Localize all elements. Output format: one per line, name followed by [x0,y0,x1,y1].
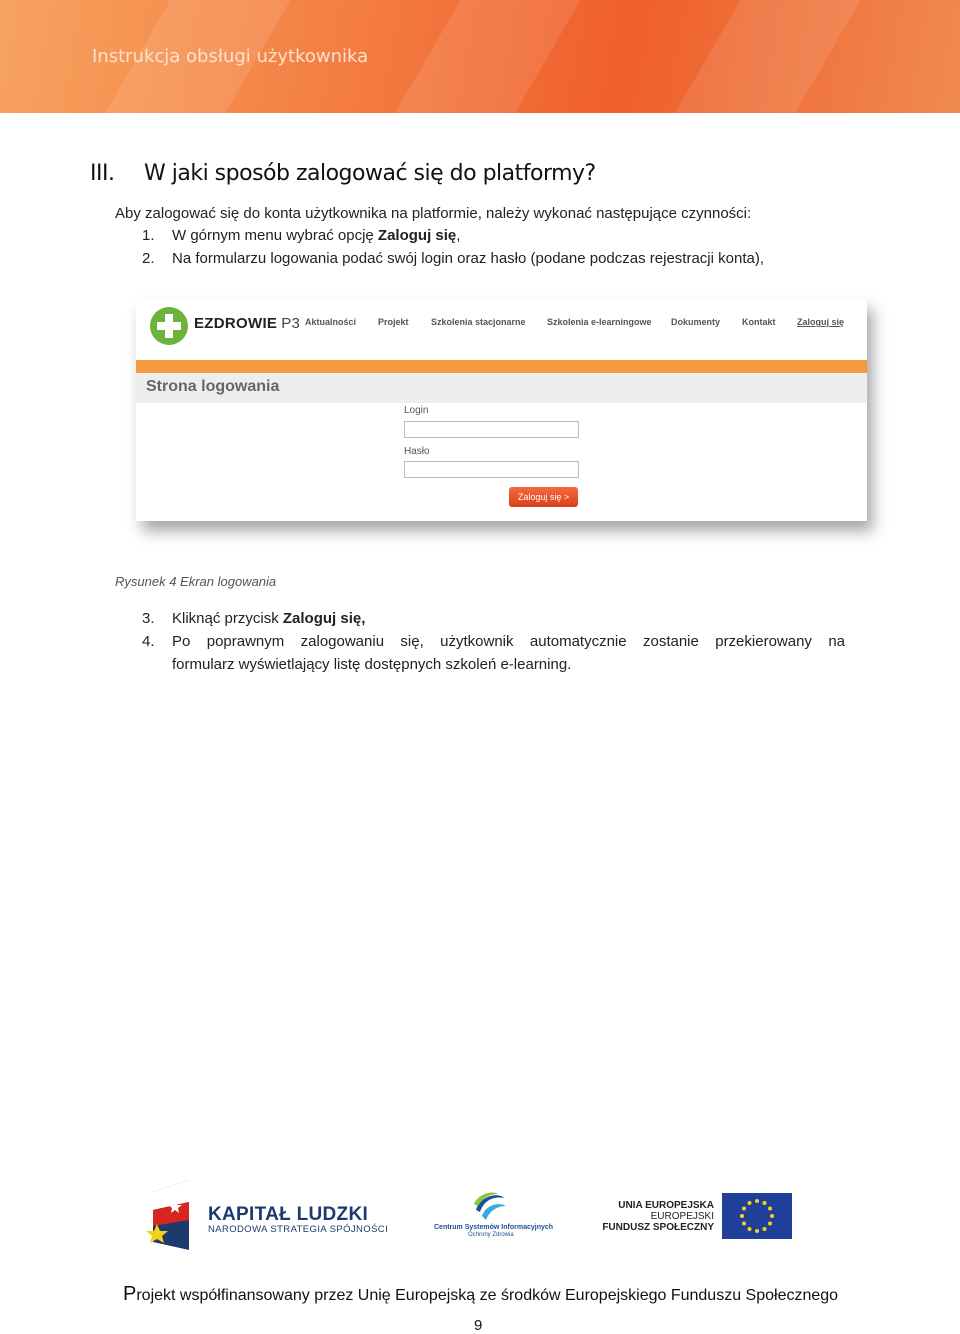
eu-label-line: FUNDUSZ SPOŁECZNY [602,1222,714,1233]
step-text [172,610,365,627]
step-text-part: W górnym menu wybrać opcję [172,227,378,244]
cofinance-text: rojekt współfinansowany przez Unię Europejską ze środków Europejskiego Funduszu Społecznego [136,1287,839,1304]
section-title: W jaki sposób zalogować się do platformy? [144,161,596,186]
ezdrowie-logo-text [194,315,300,332]
step-text-line2: formularz wyświetlający listę dostępnych szkoleń e-learning. [172,656,572,673]
ezdrowie-logo-icon [150,307,188,345]
step-text-part: Kliknąć przycisk [172,610,283,627]
nav-item-zaloguj[interactable]: Zaloguj się [797,317,845,327]
login-submit-button[interactable]: Zaloguj się > [509,487,578,507]
eu-label-line: EUROPEJSKI [650,1211,714,1222]
csi-name: Centrum Systemów Informacyjnych [434,1224,554,1231]
eu-flag-icon [722,1193,792,1239]
step-text-tail: , [456,227,461,244]
logo-suffix: P3 [281,315,301,332]
password-input[interactable] [404,461,579,478]
nav-item-szkolenia-elearning[interactable]: Szkolenia e-learningowe [547,317,652,327]
header-decoration [625,0,895,113]
orange-divider [136,360,867,373]
login-input[interactable] [404,421,579,438]
section-number: III. [90,161,115,186]
step-bold-part: Zaloguj się [377,227,457,244]
csi-subtitle: Ochrony Zdrowia [468,1232,514,1238]
nav-item-dokumenty[interactable]: Dokumenty [671,317,721,327]
kapital-ludzki-title: KAPITAŁ LUDZKI [208,1204,369,1225]
step-number: 2. [142,250,155,267]
nav-item-kontakt[interactable]: Kontakt [742,317,776,327]
login-screenshot-figure [136,299,867,521]
step-text-line1: Po poprawnym zalogowaniu się, użytkownik automatycznie zostanie przekierowany na [172,633,845,650]
kapital-ludzki-subtitle: NARODOWA STRATEGIA SPÓJNOŚCI [208,1224,389,1235]
figure-caption: Rysunek 4 Ekran logowania [115,574,277,589]
section-heading [90,161,596,186]
step-bold-part: Zaloguj się, [282,610,366,627]
step-number: 1. [142,227,155,244]
page-number: 9 [474,1317,483,1334]
page-header-band [0,0,960,113]
cofinance-initial: P [123,1283,137,1305]
eu-label-line: UNIA EUROPEJSKA [618,1200,714,1211]
nav-item-projekt[interactable]: Projekt [378,317,409,327]
header-decoration [345,0,615,113]
intro-paragraph: Aby zalogować się do konta użytkownika na platformie, należy wykonać następujące czynności: [115,205,752,222]
step-number: 4. [142,633,155,650]
logo-wordmark: EZDROWIE [194,315,278,332]
password-label: Hasło [404,446,430,457]
nav-item-szkolenia-stacjonarne[interactable]: Szkolenia stacjonarne [431,317,526,327]
kapital-ludzki-flag-icon [145,1180,191,1250]
cofinance-statement [123,1283,838,1306]
step-number: 3. [142,610,155,627]
csi-logo-icon [470,1190,510,1224]
step-text [172,227,460,244]
eu-label [564,1200,714,1233]
document-title: Instrukcja obsługi użytkownika [92,46,369,67]
login-page-title: Strona logowania [146,378,280,395]
login-label: Login [404,405,429,416]
step-text: Na formularzu logowania podać swój login oraz hasło (podane podczas rejestracji konta), [172,250,764,267]
nav-item-aktualnosci[interactable]: Aktualności [305,317,357,327]
